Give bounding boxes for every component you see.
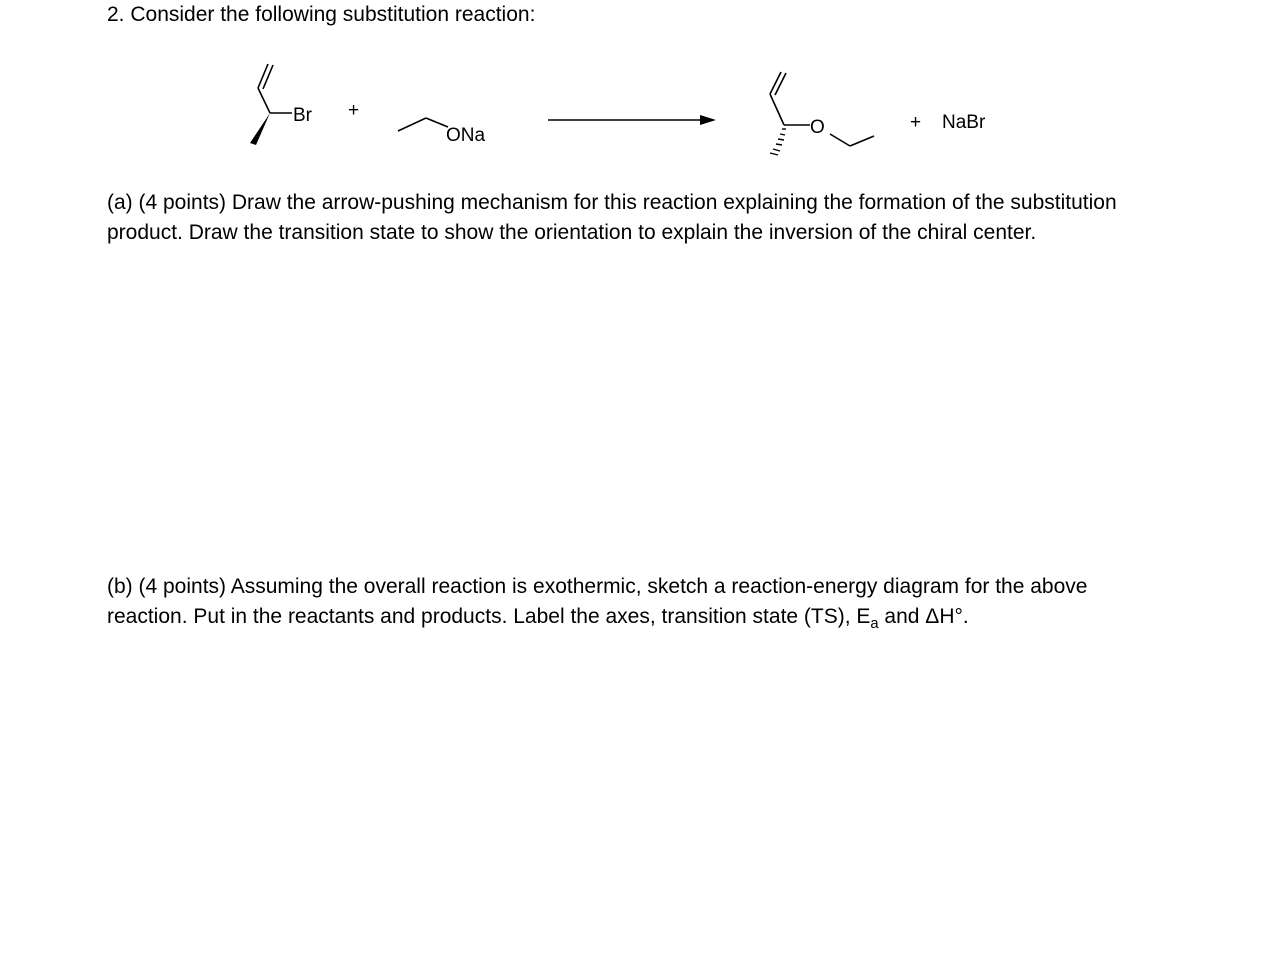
- hashed-bond: [770, 129, 786, 155]
- part-b-end: and ΔH°.: [878, 605, 969, 628]
- part-b-text: [107, 572, 1147, 639]
- leaving-group-label: Br: [293, 105, 312, 126]
- reaction-scheme: [0, 0, 1285, 180]
- nucleophile-label: ONa: [446, 125, 486, 146]
- plus-sign-1: +: [348, 100, 360, 121]
- wedge-bond: [250, 113, 270, 145]
- part-b-main: (b) (4 points) Assuming the overall reaction is exothermic, sketch a reaction-energy diagram for the above reaction. Put in the reactants and products. Label the axes, transition state (TS), E: [107, 575, 1088, 628]
- product-oxygen-label: O: [810, 117, 825, 138]
- byproduct-label: NaBr: [942, 112, 986, 133]
- plus-sign-2: +: [910, 112, 922, 133]
- nucleophile-ethoxide: [398, 118, 448, 131]
- part-a-text: (a) (4 points) Draw the arrow-pushing mechanism for this reaction explaining the formation of the substitution product. Draw the transition state to show the orientation to explain the inversion of the chiral center.: [107, 191, 1117, 244]
- part-b-subscript: a: [870, 616, 879, 633]
- reaction-arrow: [548, 115, 716, 125]
- reactant-alkyl-bromide: [258, 64, 292, 113]
- question-title: 2. Consider the following substitution reaction:: [107, 3, 536, 26]
